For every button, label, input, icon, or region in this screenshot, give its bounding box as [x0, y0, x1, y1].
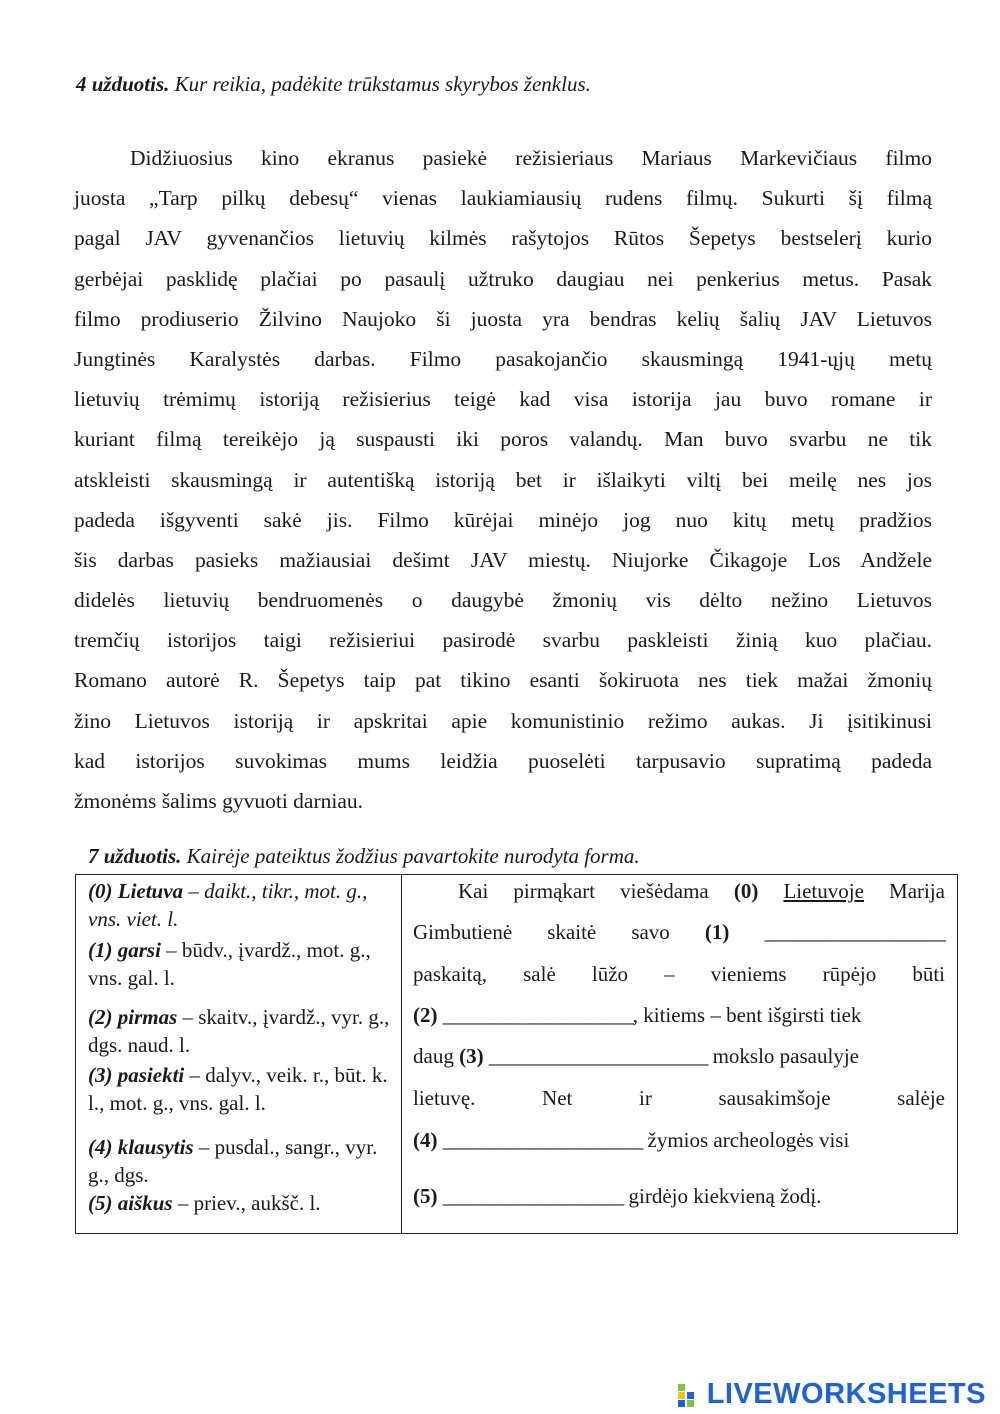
task4-instruction: Kur reikia, padėkite trūkstamus skyrybos ženklus. [174, 72, 591, 96]
task7-number: 7 užduotis. [88, 844, 182, 868]
passage-line: šis darbas pasieks mažiausiai dešimt JAV miestų. Niujorke Čikagoje Los Andžele [74, 547, 932, 572]
text-line-4 [413, 1000, 945, 1030]
passage-line: atskleisti skausmingą ir autentišką istoriją bet ir išlaikyti viltį bei meilę nes jos [74, 467, 932, 492]
hints-column [76, 875, 402, 1234]
item-number: (1) [704, 920, 730, 944]
passage-line: tremčių istorijos taigi režisieriui pasirodė svarbu paskleisti žinią kuo plačiau. [74, 628, 932, 653]
passage-line: žino Lietuvos istoriją ir apskritai apie komunistinio režimo aukas. Ji įsitikinusi [74, 708, 932, 733]
text-fragment: girdėjo kiekvieną žodį. [628, 1184, 822, 1208]
answer-blank-2[interactable]: ____________________ [442, 1003, 633, 1027]
task7-title [88, 844, 640, 869]
text-line-3 [413, 959, 945, 989]
hint-0 [88, 877, 401, 933]
answer-blank-4[interactable]: _____________________ [442, 1128, 643, 1152]
hint-5 [88, 1189, 321, 1217]
passage-line: gerbėjai pasklidę plačiai po pasaulį užtruko daugiau nei penkerius metus. Pasak [74, 266, 932, 291]
answer-blank-3[interactable]: _______________________ [488, 1044, 708, 1068]
task4-title [76, 72, 591, 97]
hint-key: (0) Lietuva [88, 879, 184, 903]
hint-3 [88, 1061, 401, 1117]
text-fragment: žymios archeologės visi [647, 1128, 850, 1152]
item-number: (4) [413, 1128, 438, 1152]
text-fragment: lietuvę. Net ir sausakimšoje salėje [413, 1086, 945, 1110]
text-fragment: paskaitą, salė lūžo – vieniems rūpėjo būti [413, 962, 945, 986]
passage-line: lietuvių trėmimų istoriją režisierius teigė kad visa istorija jau buvo romane ir [74, 387, 932, 412]
example-answer: Lietuvoje [783, 879, 864, 903]
text-line-6 [413, 1083, 945, 1113]
task7-instruction: Kairėje pateiktus žodžius pavartokite nurodyta forma. [186, 844, 640, 868]
text-line-1 [413, 876, 945, 906]
text-line-5 [413, 1041, 945, 1071]
passage-line: juosta „Tarp pilkų debesų“ vienas laukiamiausių rudens filmų. Sukurti šį filmą [74, 186, 932, 211]
text-fragment: , kitiems – bent išgirsti tiek [632, 1003, 862, 1027]
hint-desc: – pusdal., sangr., vyr. g., dgs. [88, 1135, 378, 1187]
passage-line: padeda išgyventi sakė jis. Filmo kūrėjai minėjo jog nuo kitų metų pradžios [74, 507, 932, 532]
hint-key: (2) pirmas [88, 1005, 178, 1029]
text-line-2 [413, 917, 945, 947]
hint-2 [88, 1003, 401, 1059]
text-line-7 [413, 1125, 945, 1155]
hint-desc: – skaitv., įvardž., vyr. g., dgs. naud. l. [88, 1005, 390, 1057]
text-fragment: mokslo pasaulyje [712, 1044, 859, 1068]
answer-blank-1[interactable]: ___________________ [764, 920, 945, 944]
text-fragment: daug [413, 1044, 454, 1068]
hint-4 [88, 1133, 401, 1189]
hint-key: (3) pasiekti [88, 1063, 185, 1087]
passage-line: kad istorijos suvokimas mums leidžia puoselėti tarpusavio supratimą padeda [74, 748, 932, 773]
text-fragment: Kai pirmąkart viešėdama [458, 879, 709, 903]
hint-desc: – priev., aukšč. l. [177, 1191, 321, 1215]
hint-1 [88, 936, 401, 992]
liveworksheets-logo-text: LIVEWORKSHEETS [706, 1378, 986, 1410]
text-fragment: Gimbutienė skaitė savo [413, 920, 670, 944]
passage-line: filmo prodiuserio Žilvino Naujoko ši juosta yra bendras kelių šalių JAV Lietuvos [74, 306, 932, 331]
hint-desc: – dalyv., veik. r., būt. k. l., mot. g., vns. gal. l. [88, 1063, 388, 1115]
task4-number: 4 užduotis. [76, 72, 170, 96]
passage-line: kuriant filmą tereikėjo ją suspausti iki poros valandų. Man buvo svarbu ne tik [74, 427, 932, 452]
liveworksheets-logo-icon [677, 1382, 703, 1408]
task7-table [75, 874, 958, 1234]
hint-key: (1) garsi [88, 938, 161, 962]
passage-line: didelės lietuvių bendruomenės o daugybė žmonių vis dėlto nežino Lietuvos [74, 588, 932, 613]
item-number: (0) [733, 879, 759, 903]
passage-line: Jungtinės Karalystės darbas. Filmo pasakojančio skausmingą 1941-ųjų metų [74, 346, 932, 371]
item-number: (3) [459, 1044, 484, 1068]
answer-blank-5[interactable]: ___________________ [442, 1184, 624, 1208]
item-number: (2) [413, 1003, 438, 1027]
task4-passage [74, 138, 932, 821]
text-line-8 [413, 1181, 945, 1211]
passage-line: Romano autorė R. Šepetys taip pat tikino esanti šokiruota nes tiek mažai žmonių [74, 668, 932, 693]
hint-desc: – daikt., tikr., mot. g., vns. viet. l. [88, 879, 368, 931]
passage-line: Didžiuosius kino ekranus pasiekė režisieriaus Mariaus Markevičiaus filmo [130, 146, 932, 170]
liveworksheets-logo[interactable] [677, 1378, 986, 1411]
text-fragment: Marija [889, 879, 946, 903]
text-column [402, 875, 958, 1234]
hint-key: (4) klausytis [88, 1135, 194, 1159]
passage-line: žmonėms šalims gyvuoti darniau. [74, 789, 364, 813]
item-number: (5) [413, 1184, 438, 1208]
hint-key: (5) aiškus [88, 1191, 173, 1215]
passage-line: pagal JAV gyvenančios lietuvių kilmės rašytojos Rūtos Šepetys bestselerį kurio [74, 226, 932, 251]
hint-desc: – būdv., įvardž., mot. g., vns. gal. l. [88, 938, 371, 990]
